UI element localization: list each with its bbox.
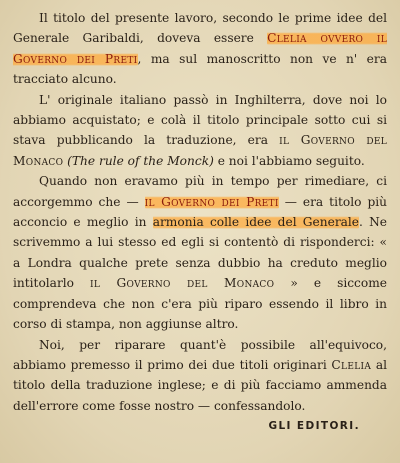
text-run: L' originale italiano passò in Inghilterra, dove noi lo abbiamo acquistato; e colà il titolo principale sotto cui si stava pubblicando la traduzione, era bbox=[13, 92, 387, 148]
text-run: Il titolo del presente lavoro, secondo le prime idee del Generale Garibaldi, doveva essere bbox=[13, 11, 387, 46]
english-title: (The rule of the Monck) bbox=[67, 153, 214, 168]
small-caps-title: il Governo del Monaco bbox=[13, 133, 387, 168]
paragraph-2 bbox=[13, 90, 387, 172]
text-run: e noi l'abbiamo seguito. bbox=[213, 153, 365, 168]
text-run: Quando non eravamo più in tempo per rimediare, ci accorgemmo che — bbox=[13, 174, 387, 209]
signature: GLI EDITORI. bbox=[268, 420, 360, 432]
body-text bbox=[13, 8, 387, 416]
paragraph-4 bbox=[13, 335, 387, 417]
small-caps-title: il Governo del Monaco bbox=[90, 276, 275, 291]
highlighted-phrase: armonia colle idee del Generale bbox=[152, 215, 360, 230]
paragraph-3 bbox=[13, 171, 387, 334]
text-run: Noi, per riparare quant'è possibile all'equivoco, abbiamo premesso il primo dei due titoli originari bbox=[13, 337, 387, 372]
text-run: al titolo della traduzione inglese; e di più facciamo ammenda dell'errore come fosse nostro — confessandolo. bbox=[13, 357, 387, 413]
text-run: » e siccome comprendeva che non c'era più riparo essendo il libro in corso di stampa, non aggiunse altro. bbox=[13, 276, 387, 332]
text-run: — era titolo più acconcio e meglio in bbox=[13, 194, 388, 230]
small-caps-title: Clelia bbox=[331, 357, 372, 372]
highlighted-title: il Governo dei Preti bbox=[144, 194, 279, 209]
highlighted-title: Clelia ovvero il Governo dei Preti bbox=[13, 31, 387, 66]
text-run: , ma sul manoscritto non ve n' era tracciato alcuno. bbox=[13, 51, 387, 87]
text-run: . Ne scrivemmo a lui stesso ed egli si contentò di risponderci: « a Londra qualche prete senza dubbio ha creduto meglio intitolarlo bbox=[13, 215, 388, 291]
paragraph-1 bbox=[13, 8, 387, 90]
